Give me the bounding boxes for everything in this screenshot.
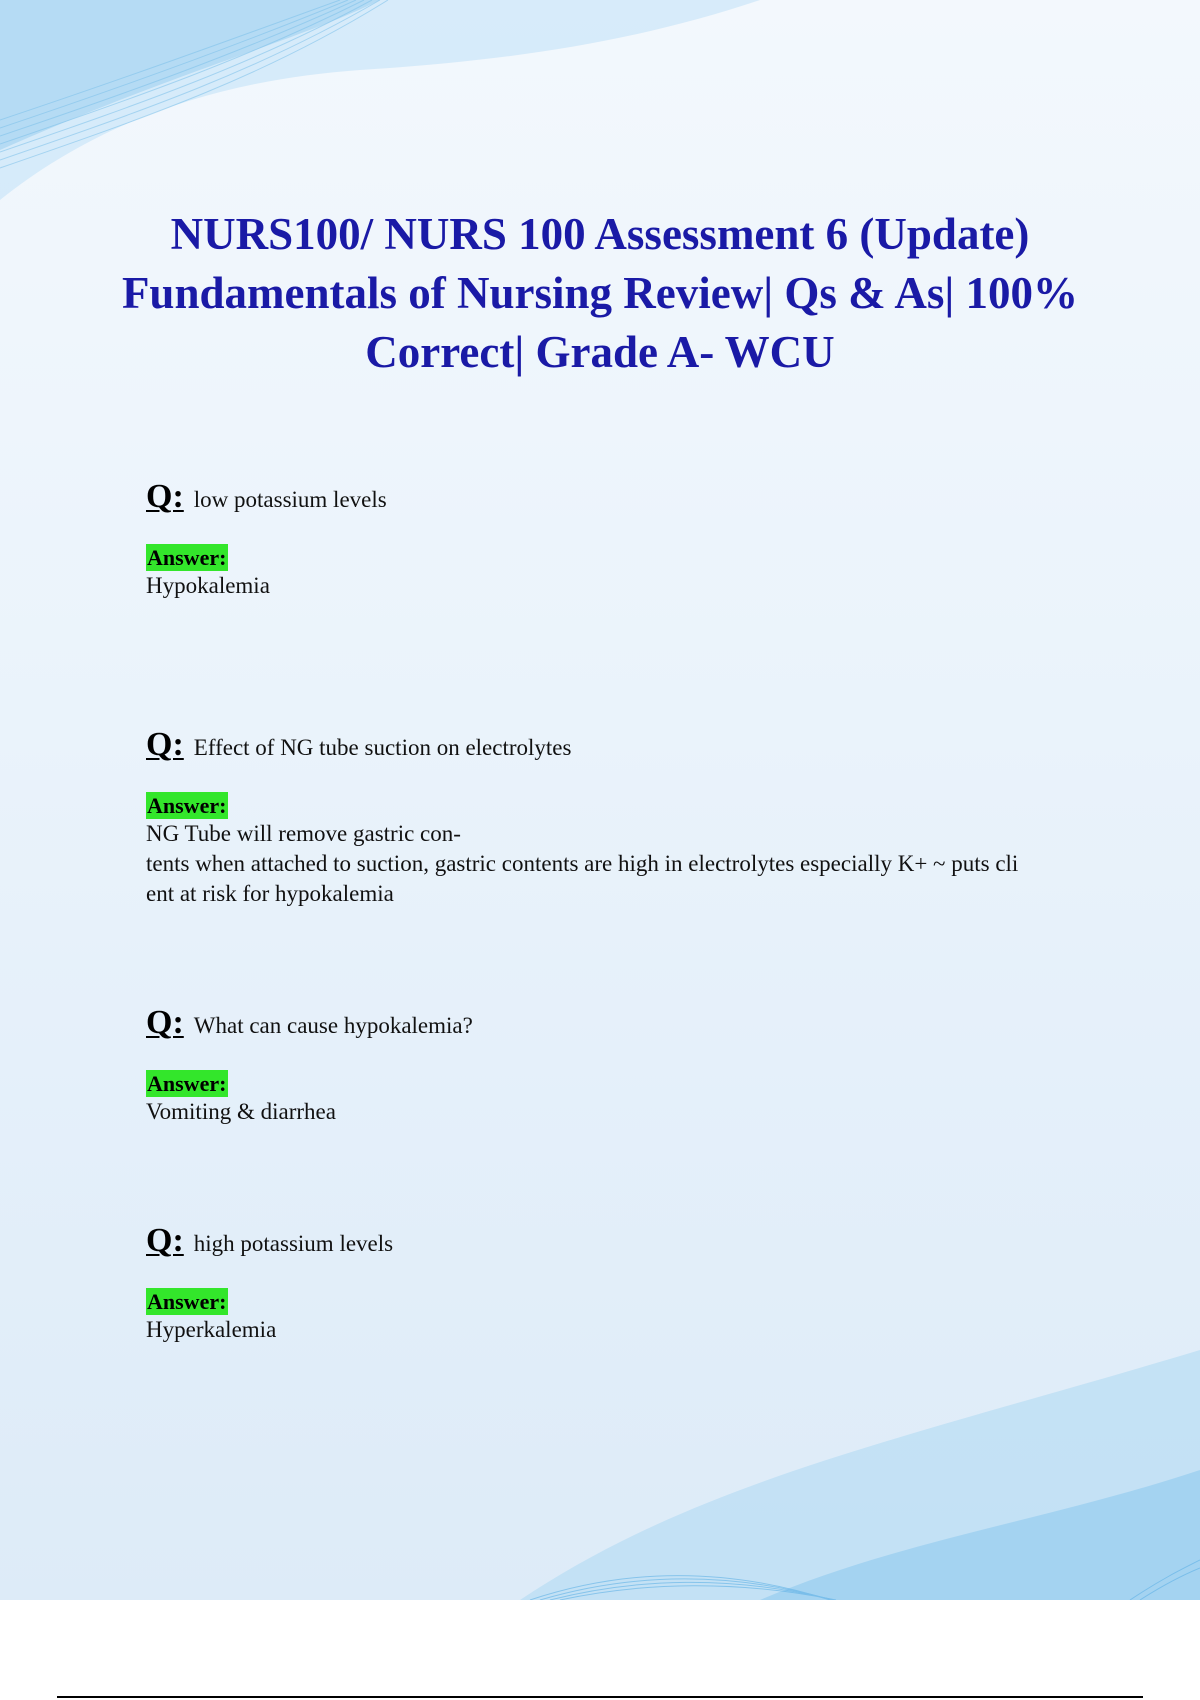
question-marker: Q: bbox=[146, 1222, 184, 1259]
question-text: high potassium levels bbox=[193, 1231, 394, 1256]
question-text: low potassium levels bbox=[193, 487, 387, 512]
question-line bbox=[146, 1222, 1086, 1260]
answer-text: NG Tube will remove gastric con- tents when attached to suction, gastric contents are high in electrolytes especially K+ ~ puts cli ent at risk for hypokalemia bbox=[146, 821, 1019, 906]
answer-text: Hypokalemia bbox=[146, 573, 270, 598]
question-text: Effect of NG tube suction on electrolytes bbox=[193, 735, 572, 760]
question-marker: Q: bbox=[146, 478, 184, 515]
question-line bbox=[146, 726, 1086, 764]
question-marker: Q: bbox=[146, 1004, 184, 1041]
question-text: What can cause hypokalemia? bbox=[193, 1013, 473, 1038]
footer-divider bbox=[57, 1696, 1143, 1698]
document-title: NURS100/ NURS 100 Assessment 6 (Update) Fundamentals of Nursing Review| Qs & As| 100% Correct| Grade A- WCU bbox=[121, 209, 1079, 377]
question-line bbox=[146, 478, 1086, 516]
page-footer-area bbox=[0, 1600, 1200, 1700]
answer-label: Answer: bbox=[147, 793, 227, 818]
answer-text: Hyperkalemia bbox=[146, 1317, 277, 1342]
qa-item bbox=[146, 726, 1086, 909]
answer-label: Answer: bbox=[147, 1289, 227, 1314]
answer-label: Answer: bbox=[147, 1071, 227, 1096]
qa-item bbox=[146, 1222, 1086, 1345]
qa-item bbox=[146, 1004, 1086, 1127]
qa-item bbox=[146, 478, 1086, 601]
answer-label: Answer: bbox=[147, 545, 227, 570]
answer-text: Vomiting & diarrhea bbox=[146, 1099, 336, 1124]
question-marker: Q: bbox=[146, 726, 184, 763]
question-line bbox=[146, 1004, 1086, 1042]
